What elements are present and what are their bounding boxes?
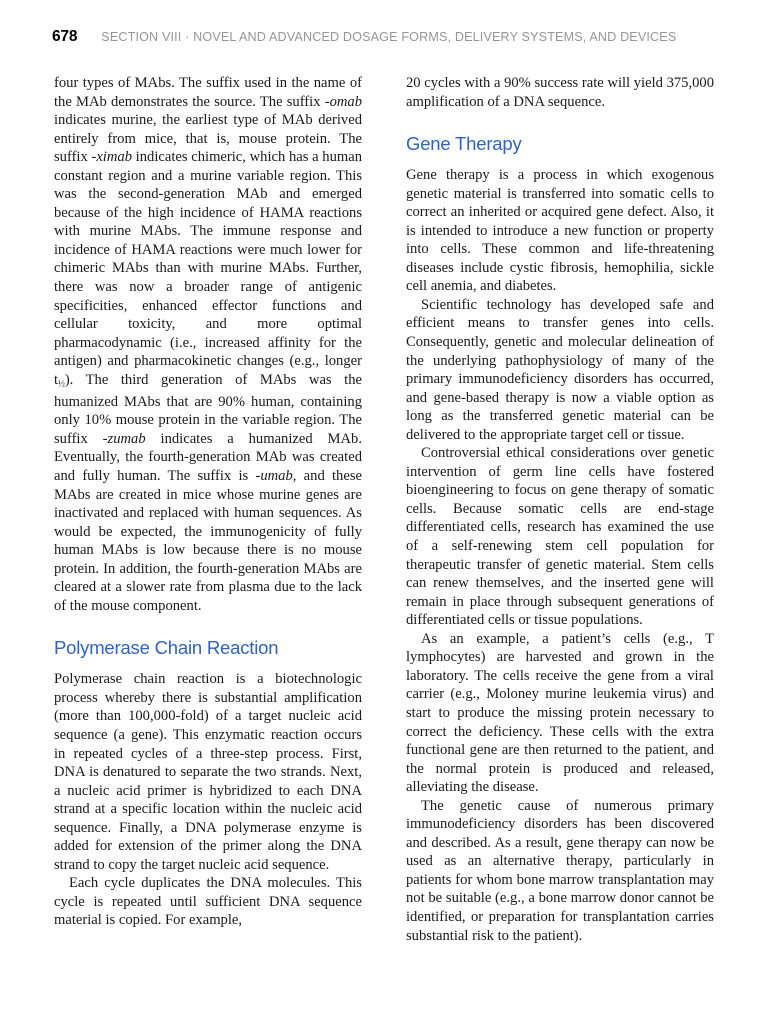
paragraph-pcr-intro: Polymerase chain reaction is a biotechnologic process whereby there is substantial amplification (more than 100,000-fold) of a target nucleic acid sequence (a gene). This enzymatic reaction occurs in repeated cycles of a three-step process. First, DNA is denatured to separate the two strands. Next, a nucleic acid primer is hybridized to each DNA strand at a specific location within the nucleic acid sequence. Finally, a DNA polymerase enzyme is added for extension of the primer along the DNA strand to copy the target nucleic acid sequence.	[54, 671, 362, 873]
mab-suffix-italic: zumab	[107, 430, 146, 447]
mab-suffix-italic: omab	[329, 93, 362, 110]
spacer	[406, 155, 714, 166]
mab-suffix-italic: umab	[260, 468, 293, 484]
spacer	[406, 111, 714, 133]
body-columns	[54, 74, 714, 964]
heading-gene-therapy: Gene Therapy	[406, 133, 522, 155]
paragraph-mab-suffixes: four types of MAbs. The suffix used in the name of the MAb demonstrates the source. The suffix -omab indicates murine, the earliest type of MAb derived entirely from mice, that is, mouse protein. The suffix -ximab indicates chimeric, which has a human constant region and a murine variable region. This was the second-generation MAb and emerged because of the high incidence of HAMA reactions with murine MAbs. The immune response and incidence of HAMA reactions were much lower for chimeric MAbs than with murine MAbs. Further, there was now a broader range of antigenic specificities, enhanced effector functions and cellular toxicity, and more optimal pharmacodynamic (i.e., increased affinity for the antigen) and pharmacokinetic changes (e.g., longer t½). The third generation of MAbs was the humanized MAbs that are 90% human, containing only 10% mouse protein in the variable region. The suffix -zumab indicates a humanized MAb. Eventually, the fourth-generation MAb was created and fully human. The suffix is -umab, and these MAbs are created in mice whose murine genes are inactivated and replaced with human sequences. As would be expected, the immunogenicity of fully human MAbs is low because there is no mouse protein. In addition, the fourth-generation MAbs are cleared at a slower rate from plasma due to the lack of the mouse component.	[54, 75, 362, 614]
paragraph-example-t-lymphocytes: As an example, a patient’s cells (e.g., T lymphocytes) are harvested and grown in the laboratory. The cells receive the gene from a viral carrier (e.g., Moloney murine leukemia virus) and start to produce the missing protein necessary to correct the deficiency. These cells with the extra functional gene are then returned to the patient, and the normal protein is produced and released, alleviating the disease.	[406, 630, 714, 796]
mab-suffix-italic: ximab	[96, 149, 132, 166]
left-column	[54, 74, 362, 964]
paragraph-genetic-cause: The genetic cause of numerous primary immunodeficiency disorders has been discovered and described. As a result, gene therapy can now be used as an alternative therapy, particularly in patients for whom bone marrow transplantation may not be suitable (e.g., a bone marrow donor cannot be identified, or preparation for transplantation carries substantial risk to the patient).	[406, 797, 714, 944]
paragraph-pcr-cycles: Each cycle duplicates the DNA molecules. This cycle is repeated until sufficient DNA sequence material is copied. For example,	[54, 875, 362, 929]
half-life-subscript: ½	[58, 378, 65, 389]
page-folio-number: 678	[52, 28, 78, 45]
spacer	[54, 615, 362, 637]
paragraph-pcr-yield: 20 cycles with a 90% success rate will yield 375,000 amplification of a DNA sequence.	[406, 75, 715, 110]
running-head	[52, 28, 732, 50]
running-head-title: SECTION VIII · NOVEL AND ADVANCED DOSAGE FORMS, DELIVERY SYSTEMS, AND DEVICES	[101, 30, 677, 44]
paragraph-gene-therapy-definition: Gene therapy is a process in which exogenous genetic material is transferred into somatic cells to correct an inherited or acquired gene defect. Also, it is intended to introduce a new function or property into cells. These common and life-threatening diseases include cystic fibrosis, hemophilia, sickle cell anemia, and diabetes.	[406, 167, 714, 295]
heading-polymerase-chain-reaction: Polymerase Chain Reaction	[54, 637, 279, 659]
right-column	[406, 74, 714, 964]
paragraph-ethical-considerations: Controversial ethical considerations over genetic intervention of germ line cells have fostered bioengineering to focus on gene therapy of somatic cells. Because somatic cells are end-stage differentiated cells, research has examined the use of a self-renewing stem cell population for therapeutic transfer of genetic material. Stem cells can renew themselves, and the inserted gene will remain in place through subsequent generations of differentiated cells or tissue populations.	[406, 445, 714, 629]
paragraph-scientific-technology: Scientific technology has developed safe and efficient means to transfer genes into cells. Consequently, genetic and molecular delineation of the underlying pathophysiology of many of the primary immunodeficiency disorders has occurred, and gene-based therapy is now a viable option as long as the transferred genetic material can be delivered to the appropriate target cell or tissue.	[406, 296, 714, 443]
spacer	[54, 659, 362, 670]
